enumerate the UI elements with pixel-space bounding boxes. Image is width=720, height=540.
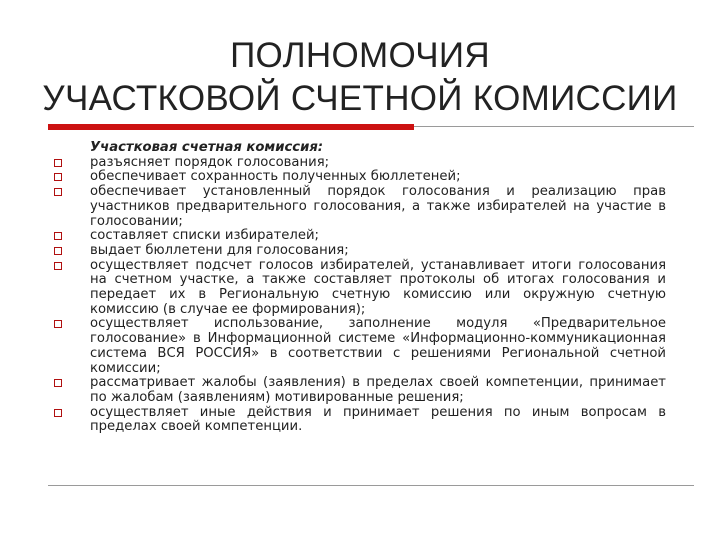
slide-title-line-2: УЧАСТКОВОЙ СЧЕТНОЙ КОМИССИИ bbox=[42, 79, 678, 118]
list-item bbox=[52, 317, 666, 376]
list-item bbox=[52, 170, 666, 185]
accent-bar bbox=[48, 124, 414, 130]
list-item bbox=[52, 244, 666, 259]
hollow-square-icon bbox=[54, 159, 62, 167]
slide-title-line-1: ПОЛНОМОЧИЯ bbox=[230, 36, 490, 75]
list-item bbox=[52, 185, 666, 229]
list-item-text: осуществляет использование, заполнение модуля «Предварительное голосование» в Информационной системе «Информационно-коммуникационная система ВСЯ РОССИЯ» в соответствии с решениями Региональной счетной комиссии; bbox=[90, 316, 666, 376]
hollow-square-icon bbox=[54, 232, 62, 240]
list-item-text: осуществляет подсчет голосов избирателей, устанавливает итоги голосования на счетном участке, а также составляет протоколы об итогах голосования и передает их в Региональную счетную комиссию или окружную счетную комиссию (в случае ее формирования); bbox=[90, 257, 666, 317]
hollow-square-icon bbox=[54, 379, 62, 387]
list-item-text: разъясняет порядок голосования; bbox=[90, 154, 330, 170]
hollow-square-icon bbox=[54, 247, 62, 255]
list-item-text: составляет списки избирателей; bbox=[90, 228, 319, 244]
list-item bbox=[52, 376, 666, 405]
list-item bbox=[52, 229, 666, 244]
list-item-text: обеспечивает установленный порядок голосования и реализацию прав участников предварительного голосования, а также избирателей на участие в голосовании; bbox=[90, 184, 666, 229]
hollow-square-icon bbox=[54, 262, 62, 270]
list-item-text: обеспечивает сохранность полученных бюллетеней; bbox=[90, 169, 461, 185]
bottom-divider bbox=[48, 485, 694, 486]
hollow-square-icon bbox=[54, 409, 62, 417]
list-item-text: рассматривает жалобы (заявления) в пределах своей компетенции, принимает по жалобам (заявлениям) мотивированные решения; bbox=[90, 375, 666, 405]
body-subtitle: Участковая счетная комиссия: bbox=[90, 140, 324, 155]
list-item bbox=[52, 259, 666, 318]
slide-title bbox=[0, 34, 720, 120]
list-item bbox=[52, 406, 666, 435]
hollow-square-icon bbox=[54, 320, 62, 328]
list-item-text: выдает бюллетени для голосования; bbox=[90, 242, 349, 258]
powers-list bbox=[52, 156, 666, 435]
list-item-text: осуществляет иные действия и принимает решения по иным вопросам в пределах своей компетенции. bbox=[90, 404, 666, 435]
hollow-square-icon bbox=[54, 173, 62, 181]
slide-body bbox=[52, 141, 666, 435]
hollow-square-icon bbox=[54, 188, 62, 196]
